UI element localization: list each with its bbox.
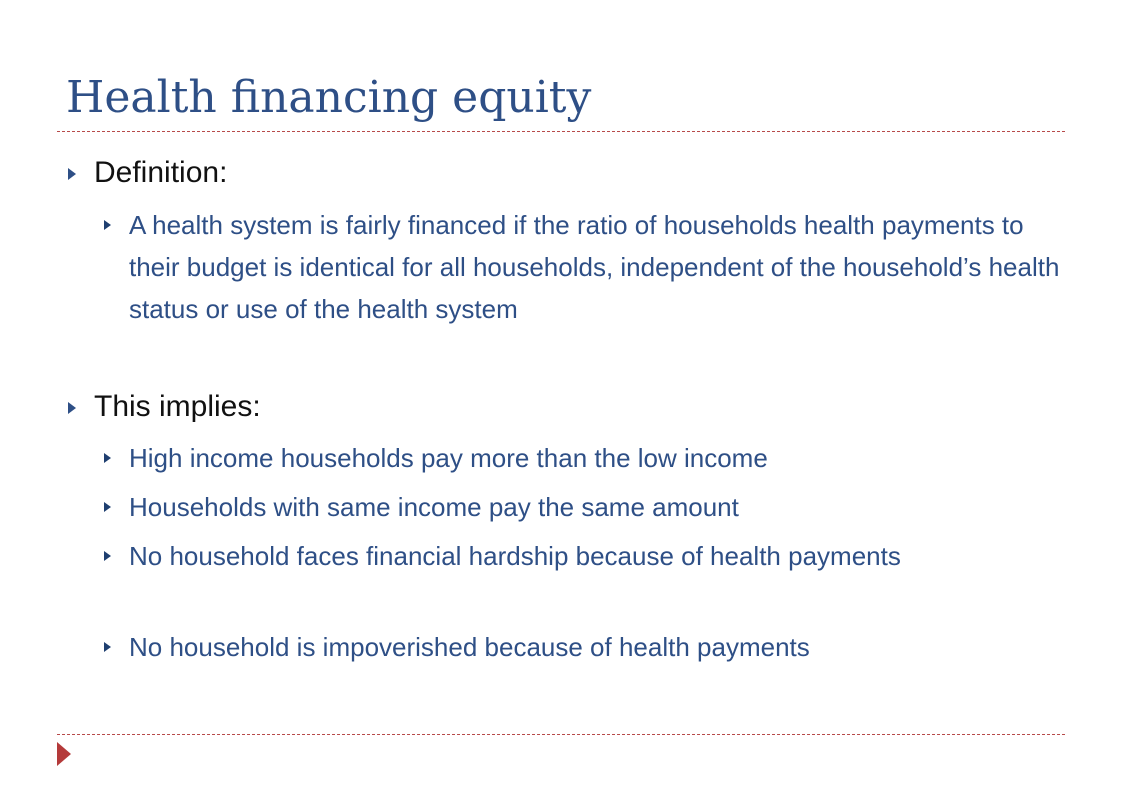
triangle-right-icon	[104, 551, 111, 561]
footer-divider	[57, 734, 1065, 735]
triangle-right-icon	[104, 642, 111, 652]
sub-bullet	[104, 204, 1064, 330]
sub-bullet	[104, 486, 1064, 528]
sub-bullet-text: No household faces financial hardship because of health payments	[129, 541, 901, 571]
sub-bullet-text: High income households pay more than the low income	[129, 443, 768, 473]
bullet-heading: Definition:	[94, 156, 228, 189]
triangle-right-icon	[104, 453, 111, 463]
sub-bullet	[104, 437, 1064, 479]
bullet-heading: This implies:	[94, 390, 261, 423]
triangle-right-icon	[104, 502, 111, 512]
title-divider	[57, 131, 1065, 132]
triangle-right-icon	[104, 220, 111, 230]
sub-bullet-text: Households with same income pay the same amount	[129, 492, 739, 522]
bullet-implies	[68, 388, 261, 426]
sub-bullet-text: A health system is fairly financed if the ratio of households health payments to their budget is identical for all households, independent of the household’s health status or use of the health system	[129, 210, 1060, 324]
sub-bullet	[104, 535, 1064, 577]
triangle-right-icon	[68, 168, 76, 180]
sub-bullet-text: No household is impoverished because of health payments	[129, 632, 810, 662]
bullet-definition	[68, 154, 227, 192]
triangle-right-icon	[57, 742, 71, 766]
slide-title: Health financing equity	[66, 72, 592, 123]
triangle-right-icon	[68, 402, 76, 414]
sub-bullet	[104, 626, 1064, 668]
